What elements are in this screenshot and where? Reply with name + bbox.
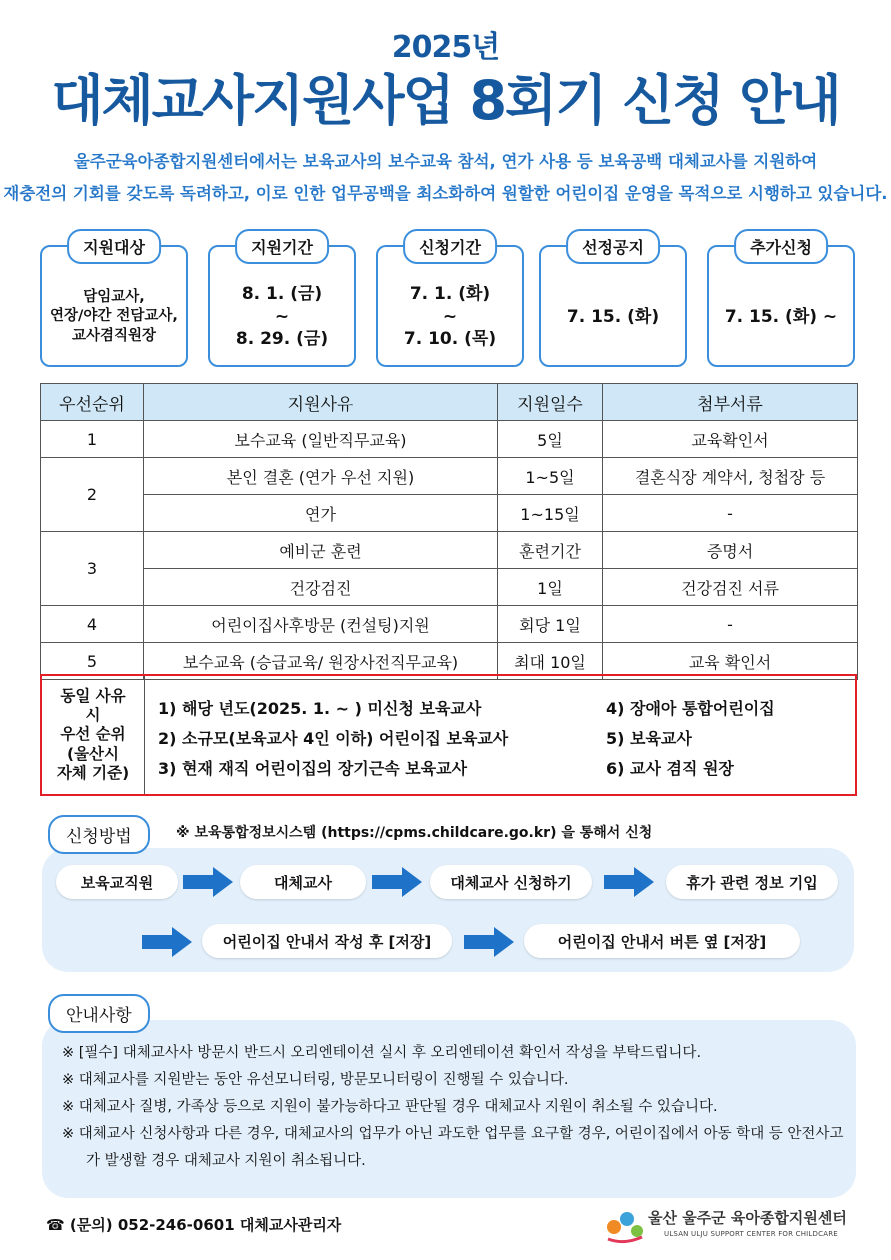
tie-item: 6) 교사 겸직 원장 (606, 759, 734, 778)
card-apply-period (376, 238, 524, 367)
docs-cell: - (603, 495, 858, 532)
arrow-right-icon (464, 927, 514, 957)
card-line: 연장/야간 전담교사, (50, 308, 178, 325)
tie-label-line: 동일 사유 (60, 686, 126, 705)
guide-list (62, 1040, 852, 1175)
page-title: 대체교사지원사업 8회기 신청 안내 (51, 69, 840, 132)
docs-cell: 건강검진 서류 (603, 569, 858, 606)
card-target (40, 238, 188, 367)
tie-label-line: 시 (85, 705, 101, 724)
arrow-right-icon (372, 867, 422, 897)
tie-label-line: 우선 순위 (60, 725, 126, 744)
card-label: 추가신청 (734, 229, 828, 264)
tie-breaker-label (42, 676, 145, 794)
docs-cell: 결혼식장 계약서, 청첩장 등 (603, 458, 858, 495)
priority-table (40, 383, 858, 680)
card-label: 신청기간 (403, 229, 497, 264)
apply-note: ※ 보육통합정보시스템 (https://cpms.childcare.go.kr) 을 통해서 신청 (176, 825, 653, 841)
tie-items-right (606, 694, 775, 784)
tie-item: 5) 보육교사 (606, 729, 692, 748)
reason-cell: 보수교육 (일반직무교육) (144, 421, 498, 458)
card-line: 7. 15. (화) ~ (724, 306, 838, 327)
rank-cell: 4 (41, 606, 144, 643)
card-period (208, 238, 356, 367)
guide-item: ※ 대체교사 신청사항과 다른 경우, 대체교사의 업무가 아닌 과도한 업무를 요구할 경우, 어린이집에서 아동 학대 등 안전사고가 발생할 경우 대체교사 지원이 취소됩니다. (62, 1126, 844, 1169)
rank-cell: 2 (41, 458, 144, 532)
table-row (41, 569, 858, 606)
days-cell: 1~15일 (498, 495, 603, 532)
guide-label: 안내사항 (48, 994, 150, 1033)
contact-info: ☎ (문의) 052-246-0601 대체교사관리자 (46, 1216, 342, 1234)
tie-label-line: 자체 기준) (56, 764, 130, 783)
guide-item: ※ [필수] 대체교사사 방문시 반드시 오리엔테이션 실시 후 오리엔테이션 확인서 작성을 부탁드립니다. (62, 1045, 702, 1061)
rank-cell: 5 (41, 643, 144, 680)
reason-cell: 연가 (144, 495, 498, 532)
step-save: 어린이집 안내서 버튼 옆 [저장] (524, 924, 800, 958)
table-row (41, 606, 858, 643)
docs-cell: 교육 확인서 (603, 643, 858, 680)
table-row (41, 495, 858, 532)
tie-item: 2) 소규모(보육교사 4인 이하) 어린이집 보육교사 (158, 729, 509, 748)
arrow-right-icon (142, 927, 192, 957)
tie-label-line: (울산시 (66, 744, 119, 763)
intro-line-1: 울주군육아종합지원센터에서는 보육교사의 보수교육 참석, 연가 사용 등 보육공백 대체교사를 지원하여 (73, 152, 818, 171)
reason-cell: 예비군 훈련 (144, 532, 498, 569)
card-line: 8. 29. (금) (235, 329, 329, 350)
intro-line-2: 재충전의 기회를 갖도록 독려하고, 이로 인한 업무공백을 최소화하여 원할한 어린이집 운영을 목적으로 시행하고 있습니다. (3, 184, 888, 203)
column-header: 첨부서류 (603, 384, 858, 421)
guide-item: ※ 대체교사를 지원받는 동안 유선모니터링, 방문모니터링이 진행될 수 있습니다. (62, 1072, 569, 1088)
days-cell: 1일 (498, 569, 603, 606)
card-line: 담임교사, (83, 288, 145, 305)
apply-method-label: 신청방법 (48, 815, 150, 854)
center-logo (604, 1205, 854, 1249)
arrow-right-icon (183, 867, 233, 897)
tie-item: 1) 해당 년도(2025. 1. ~ ) 미신청 보육교사 (158, 699, 482, 718)
table-header-row (41, 384, 858, 421)
card-line: 7. 15. (화) (566, 306, 660, 327)
days-cell: 회당 1일 (498, 606, 603, 643)
column-header: 지원일수 (498, 384, 603, 421)
table-row (41, 421, 858, 458)
column-header: 우선순위 (41, 384, 144, 421)
card-line: 7. 10. (목) (403, 329, 497, 350)
docs-cell: 교육확인서 (603, 421, 858, 458)
card-label: 지원대상 (67, 229, 161, 264)
days-cell: 최대 10일 (498, 643, 603, 680)
table-row (41, 532, 858, 569)
logo-text-kr: 울산 울주군 육아종합지원센터 (648, 1209, 847, 1227)
reason-cell: 본인 결혼 (연가 우선 지원) (144, 458, 498, 495)
card-line: 8. 1. (금) (241, 283, 323, 304)
days-cell: 5일 (498, 421, 603, 458)
step-leave-info: 휴가 관련 정보 기입 (666, 865, 838, 899)
reason-cell: 보수교육 (승급교육/ 원장사전직무교육) (144, 643, 498, 680)
card-additional (707, 238, 855, 367)
tie-items-left (158, 694, 508, 784)
rank-cell: 3 (41, 532, 144, 606)
card-line: ~ (274, 306, 290, 327)
step-substitute: 대체교사 (240, 865, 366, 899)
tie-breaker-box (40, 674, 857, 796)
year-heading: 2025년 (391, 30, 500, 65)
reason-cell: 어린이집사후방문 (컨설팅)지원 (144, 606, 498, 643)
logo-text-en: ULSAN ULJU SUPPORT CENTER FOR CHILDCARE (664, 1230, 838, 1238)
reason-cell: 건강검진 (144, 569, 498, 606)
card-line: 7. 1. (화) (409, 283, 491, 304)
card-announce (539, 238, 687, 367)
step-staff: 보육교직원 (56, 865, 178, 899)
card-label: 선정공지 (566, 229, 660, 264)
table-row (41, 458, 858, 495)
days-cell: 1~5일 (498, 458, 603, 495)
tie-item: 3) 현재 재직 어린이집의 장기근속 보육교사 (158, 759, 468, 778)
guide-item: ※ 대체교사 질병, 가족상 등으로 지원이 불가능하다고 판단될 경우 대체교사 지원이 취소될 수 있습니다. (62, 1099, 718, 1115)
step-apply: 대체교사 신청하기 (430, 865, 592, 899)
docs-cell: - (603, 606, 858, 643)
rank-cell: 1 (41, 421, 144, 458)
days-cell: 훈련기간 (498, 532, 603, 569)
card-line: 교사겸직원장 (71, 327, 157, 344)
arrow-right-icon (604, 867, 654, 897)
center-logo-icon (604, 1205, 646, 1245)
docs-cell: 증명서 (603, 532, 858, 569)
tie-item: 4) 장애아 통합어린이집 (606, 699, 775, 718)
column-header: 지원사유 (144, 384, 498, 421)
step-write-guide: 어린이집 안내서 작성 후 [저장] (202, 924, 452, 958)
card-label: 지원기간 (235, 229, 329, 264)
card-line: ~ (442, 306, 458, 327)
